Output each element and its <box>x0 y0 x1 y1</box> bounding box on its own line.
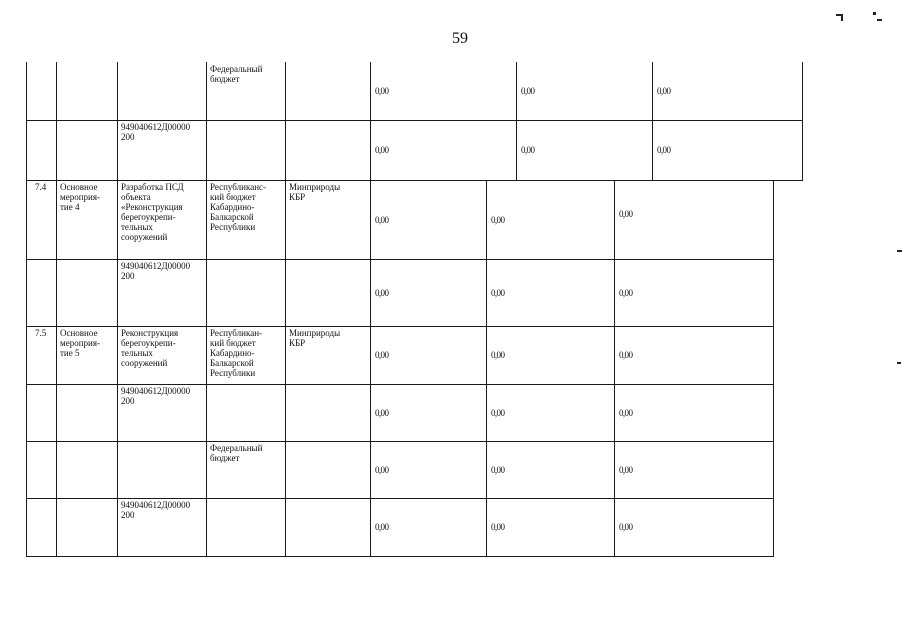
cell-type: Основное мероприя- тие 4 <box>60 182 100 212</box>
cell-value: 0,00 <box>491 465 505 475</box>
row-border <box>26 441 774 442</box>
column-border <box>285 498 286 557</box>
column-border <box>773 180 774 260</box>
column-border <box>285 441 286 499</box>
cell-name: 949040612Д00000 200 <box>121 261 191 281</box>
row-border <box>26 180 803 181</box>
cell-value: 0,00 <box>491 522 505 532</box>
column-border <box>516 120 517 181</box>
column-border <box>56 259 57 327</box>
column-border <box>285 326 286 385</box>
column-border <box>117 62 118 121</box>
column-border <box>773 384 774 442</box>
column-border <box>206 259 207 327</box>
row-border <box>26 259 774 260</box>
column-border <box>614 498 615 557</box>
row-border <box>26 498 774 499</box>
cell-value: 0,00 <box>375 86 389 96</box>
column-border <box>117 498 118 557</box>
row-border <box>26 556 774 557</box>
column-border <box>486 384 487 442</box>
column-border <box>285 120 286 181</box>
column-border <box>56 384 57 442</box>
column-border <box>370 384 371 442</box>
scan-mark <box>873 12 876 15</box>
column-border <box>206 120 207 181</box>
column-border <box>117 259 118 327</box>
cell-value: 0,00 <box>375 288 389 298</box>
cell-value: 0,00 <box>619 522 633 532</box>
column-border <box>26 326 27 385</box>
cell-source: Республикан- кий бюджет Кабардино- Балкарской Республики <box>210 328 263 378</box>
column-border <box>26 441 27 499</box>
column-border <box>285 384 286 442</box>
column-border <box>773 498 774 557</box>
column-border <box>26 259 27 327</box>
cell-name: 949040612Д00000 200 <box>121 386 191 406</box>
column-border <box>370 326 371 385</box>
column-border <box>614 441 615 499</box>
cell-num: 7.4 <box>35 182 47 192</box>
cell-source: Федеральный бюджет <box>210 64 263 84</box>
column-border <box>652 62 653 121</box>
scan-mark <box>897 362 901 364</box>
row-border <box>26 120 803 121</box>
cell-value: 0,00 <box>375 522 389 532</box>
column-border <box>206 384 207 442</box>
cell-value: 0,00 <box>619 350 633 360</box>
scan-mark <box>841 16 843 21</box>
cell-value: 0,00 <box>657 86 671 96</box>
column-border <box>652 120 653 181</box>
column-border <box>370 498 371 557</box>
column-border <box>56 441 57 499</box>
cell-executor: Минприроды КБР <box>289 182 341 202</box>
cell-name: 949040612Д00000 200 <box>121 500 191 520</box>
cell-executor: Минприроды КБР <box>289 328 341 348</box>
cell-value: 0,00 <box>375 350 389 360</box>
cell-source: Федеральный бюджет <box>210 443 263 463</box>
cell-num: 7.5 <box>35 328 47 338</box>
column-border <box>56 498 57 557</box>
column-border <box>614 326 615 385</box>
column-border <box>773 326 774 385</box>
column-border <box>26 62 27 121</box>
cell-value: 0,00 <box>491 288 505 298</box>
column-border <box>26 180 27 260</box>
cell-source: Республиканс- кий бюджет Кабардино- Балкарской Республики <box>210 182 266 232</box>
cell-value: 0,00 <box>375 465 389 475</box>
cell-value: 0,00 <box>619 465 633 475</box>
column-border <box>117 180 118 260</box>
cell-value: 0,00 <box>375 408 389 418</box>
column-border <box>206 180 207 260</box>
column-border <box>117 120 118 181</box>
column-border <box>26 498 27 557</box>
column-border <box>370 259 371 327</box>
column-border <box>285 62 286 121</box>
cell-type: Основное мероприя- тие 5 <box>60 328 100 358</box>
column-border <box>802 62 803 121</box>
column-border <box>206 441 207 499</box>
row-border <box>26 384 774 385</box>
cell-value: 0,00 <box>491 215 505 225</box>
cell-value: 0,00 <box>619 408 633 418</box>
column-border <box>26 120 27 181</box>
column-border <box>56 180 57 260</box>
column-border <box>614 259 615 327</box>
column-border <box>206 498 207 557</box>
column-border <box>370 120 371 181</box>
column-border <box>56 62 57 121</box>
cell-value: 0,00 <box>521 86 535 96</box>
column-border <box>614 384 615 442</box>
column-border <box>516 62 517 121</box>
column-border <box>285 259 286 327</box>
column-border <box>486 180 487 260</box>
column-border <box>486 441 487 499</box>
column-border <box>486 498 487 557</box>
cell-name: Реконструкция берегоукрепи- тельных сооружений <box>121 328 179 368</box>
cell-value: 0,00 <box>619 209 633 219</box>
cell-value: 0,00 <box>521 145 535 155</box>
column-border <box>802 120 803 181</box>
cell-value: 0,00 <box>491 350 505 360</box>
cell-value: 0,00 <box>491 408 505 418</box>
cell-value: 0,00 <box>375 215 389 225</box>
cell-value: 0,00 <box>657 145 671 155</box>
scan-mark <box>897 250 902 252</box>
column-border <box>370 441 371 499</box>
column-border <box>117 441 118 499</box>
cell-value: 0,00 <box>375 145 389 155</box>
column-border <box>486 326 487 385</box>
column-border <box>773 441 774 499</box>
column-border <box>773 259 774 327</box>
page-number: 59 <box>452 30 468 47</box>
column-border <box>614 180 615 260</box>
column-border <box>56 120 57 181</box>
cell-name: 949040612Д00000 200 <box>121 122 191 142</box>
cell-name: Разработка ПСД объекта «Реконструкция берегоукрепи- тельных сооружений <box>121 182 184 242</box>
scan-mark <box>877 19 882 21</box>
column-border <box>206 62 207 121</box>
column-border <box>206 326 207 385</box>
column-border <box>117 326 118 385</box>
cell-value: 0,00 <box>619 288 633 298</box>
row-border <box>26 326 774 327</box>
column-border <box>370 180 371 260</box>
column-border <box>117 384 118 442</box>
column-border <box>285 180 286 260</box>
column-border <box>26 384 27 442</box>
column-border <box>370 62 371 121</box>
column-border <box>486 259 487 327</box>
